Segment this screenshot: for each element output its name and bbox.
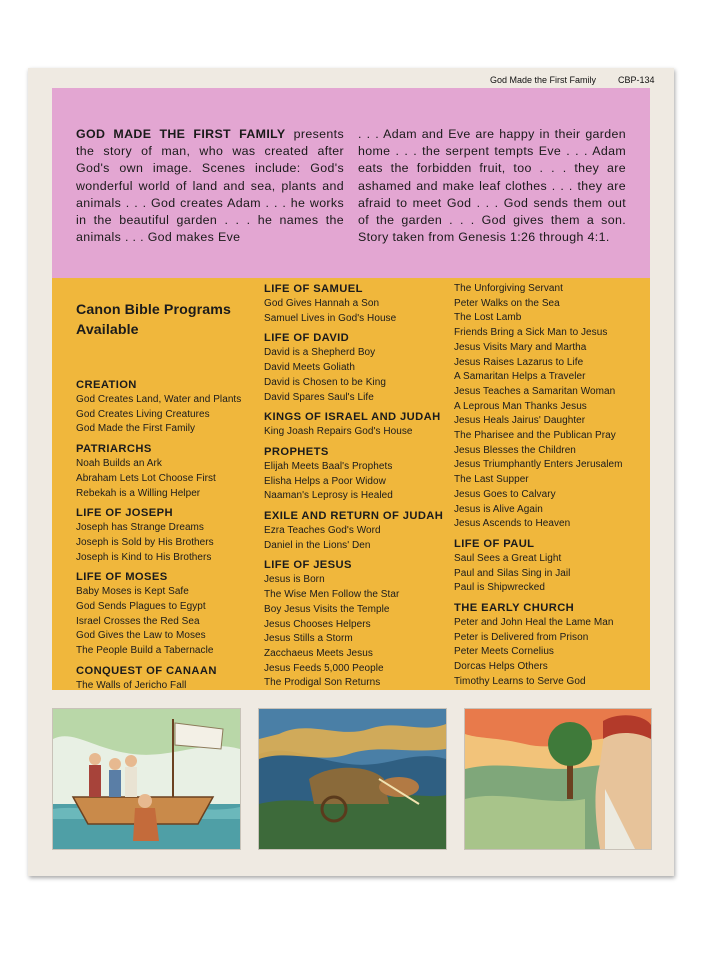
program-title: Jesus Raises Lazarus to Life (454, 356, 584, 368)
program-title: The Walls of Jericho Fall (76, 679, 187, 691)
program-title: David is a Shepherd Boy (264, 347, 376, 359)
section-heading: EXILE AND RETURN OF JUDAH (264, 510, 444, 523)
program-title: Baby Moses is Kept Safe (76, 586, 189, 598)
program-title: Jesus is Born (264, 574, 325, 586)
album-back-cover (28, 68, 674, 876)
program-title: God Gives Hannah a Son (264, 298, 380, 309)
program-title: Jesus Heals Jairus' Daughter (454, 415, 586, 427)
program-title: Jesus Blesses the Children (454, 444, 576, 456)
program-title: Abraham Lets Lot Choose First (76, 472, 216, 484)
program-title: Jesus Visits Mary and Martha (454, 341, 587, 353)
program-title: A Leprous Man Thanks Jesus (454, 400, 587, 412)
program-title: David is Chosen to be King (264, 376, 386, 388)
description-right: . . . Adam and Eve are happy in their garden home . . . the serpent tempts Eve . . . Adam eats the forbidden fruit, too . . . they are ashamed and make leaf clothes . . . they are afraid to meet God . . . God sends them out of the garden . . . God gives them a son. Story taken from Genesis 1:26 through 4:1. (358, 127, 626, 245)
program-column-1 (76, 282, 246, 694)
program-title: Jesus Triumphantly Enters Jerusalem (454, 459, 623, 471)
section-heading: KINGS OF ISRAEL AND JUDAH (264, 411, 441, 424)
program-title: Jesus Stills a Storm (264, 633, 353, 645)
program-title: Peter is Delivered from Prison (454, 631, 589, 643)
program-title: Elijah Meets Baal's Prophets (264, 460, 393, 472)
program-title: Peter Meets Cornelius (454, 646, 554, 658)
program-title: Joseph is Sold by His Brothers (76, 536, 214, 548)
program-column-3 (454, 282, 646, 690)
description-panel (52, 88, 650, 278)
section-heading: CONQUEST OF CANAAN (76, 664, 217, 677)
program-title: God Creates Land, Water and Plants (76, 394, 242, 405)
program-title: The Unforgiving Servant (454, 283, 563, 294)
program-title: Jesus Chooses Helpers (264, 618, 371, 630)
program-title: Naaman's Leprosy is Healed (264, 490, 393, 502)
program-title: Friends Bring a Sick Man to Jesus (454, 327, 608, 339)
section-heading: LIFE OF SAMUEL (264, 283, 363, 295)
program-title: The Prodigal Son Returns (264, 677, 381, 689)
section-heading: LIFE OF MOSES (76, 571, 168, 584)
storm-chariot-illustration (258, 708, 447, 850)
programs-panel (52, 278, 650, 690)
program-title: Jesus Teaches a Samaritan Woman (454, 385, 616, 397)
section-heading: PATRIARCHS (76, 443, 152, 456)
strip-code: CBP-134 (618, 75, 655, 85)
illustration-row (52, 708, 650, 848)
section-heading: THE EARLY CHURCH (454, 602, 575, 615)
available-title: Canon Bible Programs Available (76, 302, 231, 338)
program-title: God Gives the Law to Moses (76, 630, 206, 642)
program-title: Zacchaeus Meets Jesus (264, 647, 373, 659)
program-title: Peter Walks on the Sea (454, 297, 560, 309)
strip-title: God Made the First Family (490, 75, 597, 85)
program-title: Israel Crosses the Red Sea (76, 615, 200, 627)
program-title: David Spares Saul's Life (264, 391, 374, 403)
program-title: Samuel Lives in God's House (264, 312, 397, 324)
program-title: King Joash Repairs God's House (264, 426, 413, 438)
program-title: Joseph is Kind to His Brothers (76, 551, 212, 563)
section-heading: LIFE OF PAUL (454, 537, 535, 550)
description-left-text: presents the story of man, who was created after God's own image. Scenes include: God's wonderful world of land and sea, plants and animals . . . God creates Adam . . . he works in the beautiful garden . . . he names the animals . . . God makes Eve (76, 127, 345, 245)
program-title: David Meets Goliath (264, 362, 355, 374)
program-title: Peter and John Heal the Lame Man (454, 617, 614, 629)
program-title: Paul is Shipwrecked (454, 582, 545, 594)
description-lead: GOD MADE THE FIRST FAMILY (76, 127, 286, 141)
program-title: Timothy Learns to Serve God (454, 675, 586, 687)
top-strip (28, 68, 674, 90)
program-title: Rebekah is a Willing Helper (76, 487, 201, 499)
program-title: A Samaritan Helps a Traveler (454, 371, 586, 383)
program-title: Ezra Teaches God's Word (264, 525, 381, 537)
program-title: The Lost Lamb (454, 312, 522, 324)
program-title: God Made the First Family (76, 423, 196, 435)
section-heading: CREATION (76, 379, 137, 391)
program-title: Boy Jesus Visits the Temple (264, 603, 390, 615)
program-title: God Sends Plagues to Egypt (76, 601, 206, 613)
program-title: The Pharisee and the Publican Pray (454, 430, 616, 442)
description-left (76, 126, 344, 246)
program-title: Dorcas Helps Others (454, 661, 548, 673)
old-man-landscape-illustration (464, 708, 652, 850)
section-heading: PROPHETS (264, 445, 329, 458)
program-title: Noah Builds an Ark (76, 458, 162, 470)
program-title: Jesus is Alive Again (454, 503, 543, 515)
program-title: God Creates Living Creatures (76, 408, 210, 420)
program-title: Jesus Feeds 5,000 People (264, 662, 384, 674)
program-title: The Wise Men Follow the Star (264, 589, 400, 601)
program-title: Saul Sees a Great Light (454, 552, 562, 564)
program-title: Jesus Goes to Calvary (454, 488, 556, 500)
program-title: Joseph has Strange Dreams (76, 522, 204, 534)
program-column-2 (264, 282, 448, 691)
program-title: The People Build a Tabernacle (76, 645, 214, 657)
boat-scene-illustration (52, 708, 241, 850)
section-heading: LIFE OF JOSEPH (76, 507, 173, 520)
program-title: Daniel in the Lions' Den (264, 539, 371, 551)
column-1-list (76, 378, 246, 694)
program-title: Jesus Ascends to Heaven (454, 518, 571, 530)
program-title: The Last Supper (454, 474, 529, 486)
section-heading: LIFE OF DAVID (264, 332, 350, 345)
section-heading: LIFE OF JESUS (264, 559, 352, 572)
program-title: Paul and Silas Sing in Jail (454, 567, 571, 579)
program-title: Elisha Helps a Poor Widow (264, 475, 386, 487)
